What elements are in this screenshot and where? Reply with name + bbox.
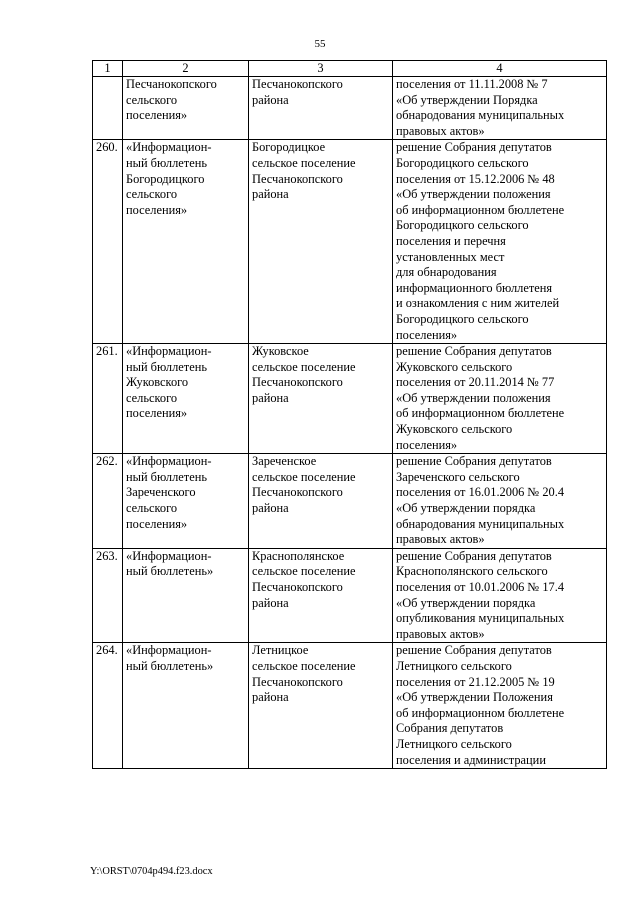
decision-text: решение Собрания депутатов Богородицкого сельского поселения от 15.12.2006 № 48 «Об утверждении положения об информационном бюллетене Богородицкого сельского поселения и перечня установленных мест для обнародования информационного бюллетеня и ознакомления с ним жителей Богородицкого сельского поселения» [396, 140, 565, 342]
publication-name-text: «Информацион- ный бюллетень Зареченского сельского поселения» [126, 454, 212, 531]
row-number [93, 643, 123, 769]
row-number-text: 263. [96, 548, 118, 563]
row-number [93, 140, 123, 344]
publication-name-text: «Информацион- ный бюллетень» [126, 643, 214, 673]
publication-name-text: «Информацион- ный бюллетень Жуковского сельского поселения» [126, 344, 212, 421]
municipality-text: Летницкое сельское поселение Песчанокопского района [252, 643, 356, 705]
decision [393, 643, 607, 769]
table-row [93, 548, 607, 643]
municipality-text: Богородицкое сельское поселение Песчанокопского района [252, 140, 356, 202]
municipality-text: Краснополянское сельское поселение Песчанокопского района [252, 548, 356, 610]
municipality [249, 140, 393, 344]
municipality-text: Жуковское сельское поселение Песчанокопского района [252, 344, 356, 405]
municipality [249, 643, 393, 769]
publication-name [123, 643, 249, 769]
decision-text: поселения от 11.11.2008 № 7 «Об утверждении Порядка обнародования муниципальных правовых актов» [396, 77, 565, 138]
row-number-text: 264. [96, 643, 118, 658]
decision-text: решение Собрания депутатов Краснополянского сельского поселения от 10.01.2006 № 17.4 «Об утверждении порядка опубликования муниципальных правовых актов» [396, 548, 565, 641]
publication-name [123, 454, 249, 549]
row-number-text: 260. [96, 140, 118, 155]
row-number [93, 548, 123, 643]
decision-text: решение Собрания депутатов Жуковского сельского поселения от 20.11.2014 № 77 «Об утверждении положения об информационном бюллетене Жуковского сельского поселения» [396, 344, 565, 452]
municipality-text: Зареченское сельское поселение Песчанокопского района [252, 454, 356, 516]
row-number [93, 454, 123, 549]
row-number-text: 262. [96, 454, 118, 469]
table-row [93, 140, 607, 344]
publication-name-text: «Информацион- ный бюллетень» [126, 548, 214, 579]
decision-text: решение Собрания депутатов Летницкого сельского поселения от 21.12.2005 № 19 «Об утверждении Положения об информационном бюллетене Собрания депутатов Летницкого сельского поселения и администрации [396, 643, 565, 767]
row-number [93, 344, 123, 454]
municipality [249, 548, 393, 643]
municipality-text: Песчанокопского района [252, 77, 343, 107]
publication-name [123, 344, 249, 454]
publication-name-text: «Информацион- ный бюллетень Богородицкого сельского поселения» [126, 140, 212, 217]
municipality [249, 77, 393, 140]
publication-name-text: Песчанокопского сельского поселения» [126, 77, 217, 123]
registry-table [92, 60, 607, 769]
row-number [93, 77, 123, 140]
row-number-text: 261. [96, 344, 118, 359]
municipality [249, 344, 393, 454]
column-header-1: 1 [93, 61, 123, 77]
decision [393, 140, 607, 344]
decision [393, 344, 607, 454]
decision-text: решение Собрания депутатов Зареченского сельского поселения от 16.01.2006 № 20.4 «Об утверждении порядка обнародования муниципальных правовых актов» [396, 454, 565, 547]
decision [393, 548, 607, 643]
column-header-2: 2 [123, 61, 249, 77]
column-header-3: 3 [249, 61, 393, 77]
table-row [93, 454, 607, 549]
table-row [93, 344, 607, 454]
publication-name [123, 548, 249, 643]
column-header-4: 4 [393, 61, 607, 77]
document-file-path: Y:\ORST\0704p494.f23.docx [90, 866, 213, 877]
publication-name [123, 77, 249, 140]
table-row [93, 77, 607, 140]
page-number: 55 [314, 38, 326, 50]
table-header-row [93, 61, 607, 77]
municipality [249, 454, 393, 549]
decision [393, 454, 607, 549]
table-row [93, 643, 607, 769]
decision [393, 77, 607, 140]
publication-name [123, 140, 249, 344]
